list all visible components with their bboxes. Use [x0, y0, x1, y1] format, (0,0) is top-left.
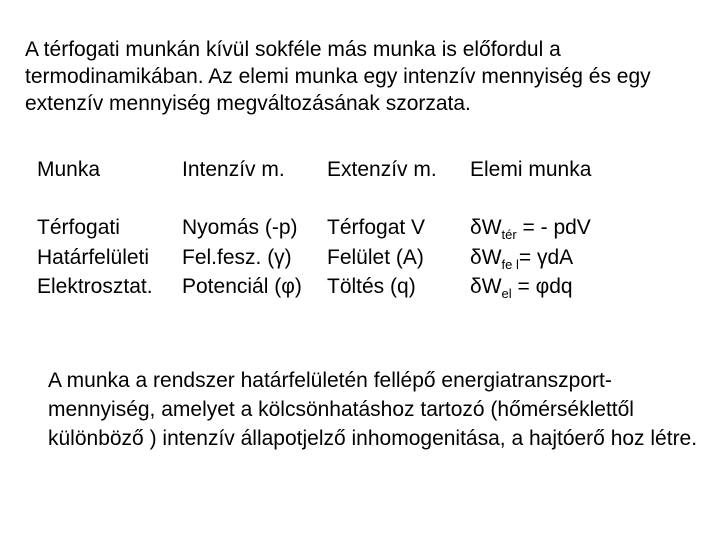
formula-main: δW [470, 216, 502, 239]
formula-subscript: el [501, 286, 512, 301]
formula-rest: = γdA [518, 246, 574, 269]
header-elemi-munka: Elemi munka [470, 158, 592, 181]
row-hatarfeluleti-munka: Határfelületi [37, 246, 150, 269]
row-elektrosztat-elemi [470, 273, 573, 302]
row-hatarfeluleti-elemi [470, 244, 573, 273]
row-terfogati-intenziv: Nyomás (-p) [182, 216, 298, 239]
formula-rest: = φdq [511, 275, 573, 298]
formula-subscript: tér [501, 227, 517, 242]
row-elektrosztat-intenziv: Potenciál (φ) [182, 275, 302, 298]
row-terfogati-elemi [470, 214, 591, 243]
intro-paragraph: A térfogati munkán kívül sokféle más munka is előfordul a termodinamikában. Az elemi munka egy intenzív mennyiség és egy extenzív mennyiség megváltozásának szorzata. [25, 38, 651, 115]
header-munka: Munka [37, 158, 101, 181]
formula-main: δW [470, 246, 502, 269]
row-terfogati-munka: Térfogati [37, 216, 120, 239]
header-intenziv: Intenzív m. [182, 158, 285, 181]
outro-paragraph: A munka a rendszer határfelületén fellépő energiatranszport-mennyiség, amelyet a kölcsönhatáshoz tartozó (hőmérséklettől különböző ) intenzív állapotjelző inhomogenitása, a hajtóerő hoz létre. [48, 369, 698, 450]
row-hatarfeluleti-intenziv: Fel.fesz. (γ) [182, 246, 292, 269]
formula-rest: = - pdV [516, 216, 591, 239]
row-elektrosztat-munka: Elektrosztat. [37, 275, 153, 298]
formula-subscript: fe l [501, 257, 519, 272]
row-elektrosztat-extenziv: Töltés (q) [327, 275, 416, 298]
row-terfogati-extenziv: Térfogat V [327, 216, 426, 239]
formula-main: δW [470, 275, 502, 298]
row-hatarfeluleti-extenziv: Felület (A) [327, 246, 424, 269]
header-extenziv: Extenzív m. [327, 158, 437, 181]
